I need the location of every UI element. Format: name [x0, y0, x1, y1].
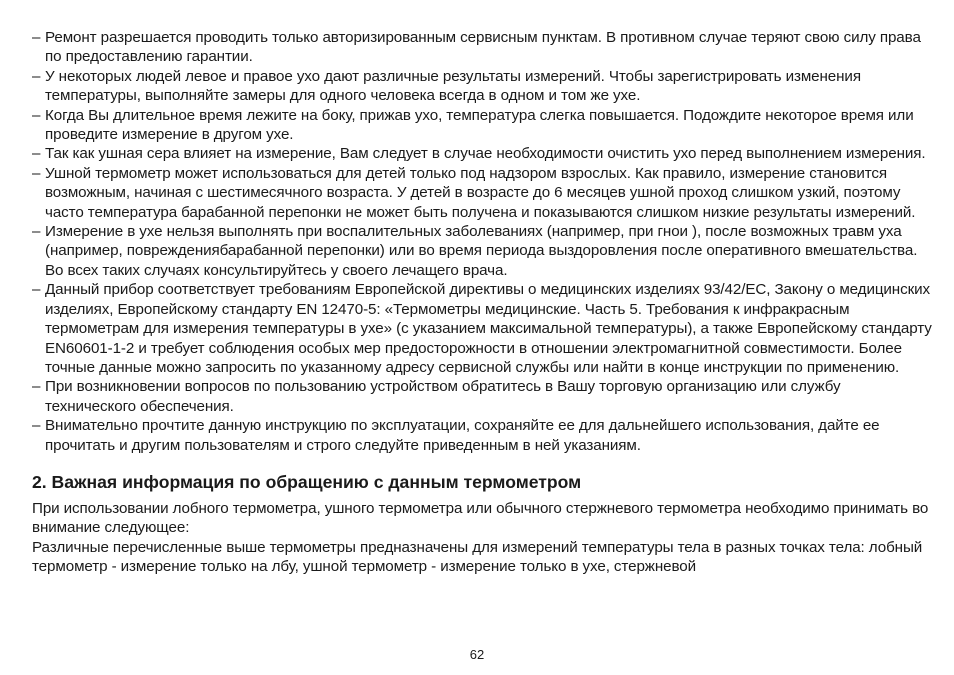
list-item [32, 164, 932, 222]
dash-marker: – [32, 281, 41, 299]
list-item-text: При возникновении вопросов по пользованию устройством обратитесь в Вашу торговую организацию или службу технического обеспечения. [45, 378, 841, 415]
list-item-text: Так как ушная сера влияет на измерение, Вам следует в случае необходимости очистить ухо перед выполнением измерения. [45, 145, 926, 163]
dash-marker: – [32, 67, 41, 85]
list-item-text: У некоторых людей левое и правое ухо дают различные результаты измерений. Чтобы зарегистрировать изменения температуры, выполняйте замеры для одного человека всегда в одном и том же ухе. [45, 67, 861, 105]
list-item [32, 67, 932, 106]
body-paragraph: При использовании лобного термометра, ушного термометра или обычного стержневого термометра необходимо принимать во внимание следующее: [32, 499, 929, 537]
document-page [32, 28, 932, 577]
body-paragraph: Различные перечисленные выше термометры предназначены для измерений температуры тела в разных точках тела: лобный термометр - измерение только на лбу, ушной термометр - измерение только в ухе, стержневой [32, 538, 923, 576]
dash-marker: – [32, 164, 41, 182]
list-item [32, 280, 932, 377]
list-item-text: Внимательно прочтите данную инструкцию по эксплуатации, сохраняйте ее для дальнейшего использования, дайте ее прочитать и другим пользователям и строго следуйте приведенным в ней указаниям. [45, 417, 880, 454]
list-item [32, 222, 932, 280]
list-item [32, 28, 932, 67]
list-item [32, 416, 932, 455]
section-heading: 2. Важная информация по обращению с данным термометром [32, 471, 582, 492]
dash-marker: – [32, 417, 41, 435]
page-number: 62 [469, 647, 485, 662]
list-item-text: Когда Вы длительное время лежите на боку, прижав ухо, температура слегка повышается. Подождите некоторое время или проведите измерение в другом ухе. [45, 106, 914, 144]
dash-marker: – [32, 106, 41, 124]
list-item-text: Данный прибор соответствует требованиям Европейской директивы о медицинских изделиях 93/42/EC, Закону о медицинских изделиях, Европейскому стандарту EN 12470-5: «Термометры медицинские. Часть 5. Требования к инфракрасным термометрам для измерения температуры в ухе» (с указанием максимальной температуры), а также Европейскому стандарту EN60601-1-2 и требует соблюдения особых мер предосторожности в отношении электромагнитной совместимости. Более точные данные можно запросить по указанному адресу сервисной службы или найти в конце инструкции по применению. [45, 281, 932, 376]
list-item-text: Измерение в ухе нельзя выполнять при воспалительных заболеваниях (например, при гнои ), после возможных травм уха (например, повреждениябарабанной перепонки) или во время периода выздоровления после оперативного вмешательства. Во всех таких случаях консультируйтесь у своего лечащего врача. [45, 223, 918, 279]
list-item [32, 106, 932, 145]
list-item-text: Ремонт разрешается проводить только авторизированным сервисным пунктам. В противном случае теряют свою силу права по предоставлению гарантии. [45, 29, 921, 66]
dash-marker: – [32, 378, 41, 396]
dash-marker: – [32, 145, 41, 163]
list-item-text: Ушной термометр может использоваться для детей только под надзором взрослых. Как правило, измерение становится возможным, начиная с шестимесячного возраста. У детей в возрасте до 6 месяцев ушной проход слишком узкий, поэтому часто температура барабанной перепонки не может быть получена и показываются слишком низкие результаты измерений. [45, 164, 916, 221]
list-item [32, 377, 932, 416]
dash-marker: – [32, 29, 41, 46]
precautions-list [32, 28, 932, 455]
dash-marker: – [32, 223, 41, 241]
list-item [32, 144, 932, 163]
